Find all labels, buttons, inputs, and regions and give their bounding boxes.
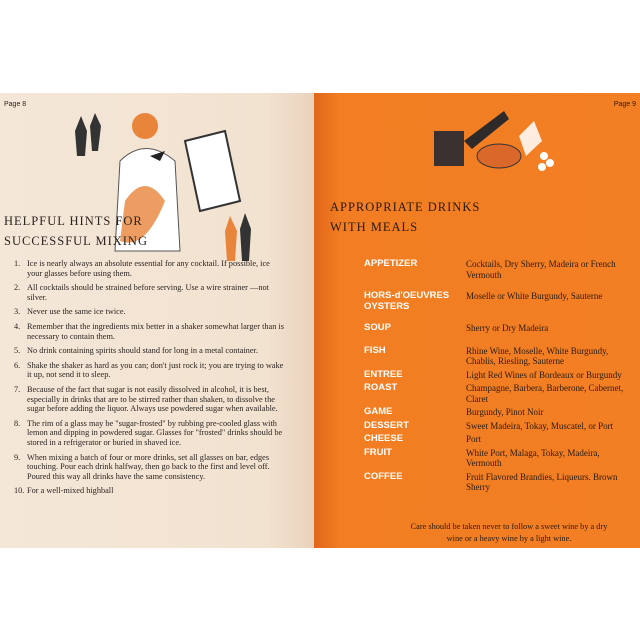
hint-item	[14, 385, 286, 414]
page-number: Page 8	[4, 101, 27, 108]
drinks-text: White Port, Malaga, Tokay, Madeira, Vermouth	[466, 447, 600, 468]
drinks-text: Port	[466, 434, 482, 444]
course-label: ROAST	[364, 382, 398, 393]
hint-number: 9.	[14, 452, 21, 462]
page-title	[330, 197, 480, 237]
drinks-text: Rhine Wine, Moselle, White Burgundy, Chablis, Riesling, Sauterne	[466, 345, 609, 366]
hint-item	[14, 322, 286, 341]
hint-item	[14, 346, 286, 356]
hint-text: All cocktails should be strained before serving. Use a wire strainer —not silver.	[27, 283, 269, 302]
hint-number: 4.	[14, 321, 21, 331]
course-label: APPETIZER	[364, 258, 418, 269]
left-page	[0, 93, 314, 548]
course-label: DESSERT	[364, 419, 409, 431]
hint-number: 5.	[14, 346, 21, 356]
hint-text: Ice is nearly always an absolute essential for any cocktail. If possible, ice your glasses before using them.	[27, 259, 270, 278]
course-label: FRUIT	[364, 446, 392, 458]
hint-number: 1.	[14, 259, 21, 268]
pairing-row	[364, 434, 634, 445]
course-label: COFFEE	[364, 470, 403, 482]
hint-text: Remember that the ingredients mix better in a shaker somewhat larger than is necessary to contain them.	[27, 321, 284, 341]
footnote: Care should be taken never to follow a sweet wine by a dry wine or a heavy wine by a light wine.	[410, 522, 608, 543]
hint-item	[14, 259, 286, 278]
course-label: FISH	[364, 344, 386, 356]
hint-text: The rim of a glass may be "sugar-frosted" by rubbing pre-cooled glass with lemon and dipping in powdered sugar. Glasses for "frosted" drinks should be stored in a refrigerator or buried in shaved ice.	[27, 418, 283, 447]
hint-text: Because of the fact that sugar is not easily dissolved in alcohol, it is best, especially in drinks that are to be stirred rather than shaken, to dissolve the sugar before adding the liquor. Always use powdered sugar when available.	[27, 384, 278, 414]
hint-number: 8.	[14, 418, 21, 428]
drinks-text: Burgundy, Pinot Noir	[466, 407, 544, 417]
drinks-text: Fruit Flavored Brandies, Liqueurs. Brown Sherry	[466, 471, 618, 492]
course-label: SOUP	[364, 322, 391, 333]
course-label: GAME	[364, 406, 393, 417]
pairing-row	[364, 383, 634, 404]
drinks-text: Light Red Wines of Bordeaux or Burgundy	[466, 369, 622, 380]
pairing-row	[364, 448, 634, 469]
pairing-row	[364, 421, 634, 432]
drinks-text: Sherry or Dry Madeira	[466, 323, 549, 333]
food-and-wine-illustration	[424, 101, 564, 181]
hint-text: No drink containing spirits should stand for long in a metal container.	[27, 346, 258, 356]
course-label: HORS-d'OEUVRES OYSTERS	[364, 290, 450, 312]
hint-number: 7.	[14, 384, 21, 394]
drinks-text: Moselle or White Burgundy, Sauterne	[466, 291, 603, 301]
drinks-text: Cocktails, Dry Sherry, Madeira or French Vermouth	[466, 259, 616, 280]
hint-number: 6.	[14, 360, 21, 370]
title-line-2: SUCCESSFUL MIXING	[4, 234, 148, 248]
title-line-1: APPROPRIATE DRINKS	[330, 200, 481, 214]
hint-item	[14, 283, 286, 302]
page-number: Page 9	[613, 101, 636, 108]
hint-text: Never use the same ice twice.	[27, 307, 126, 317]
pairing-row	[364, 370, 634, 381]
page-title	[4, 211, 148, 251]
pairings-table	[364, 259, 634, 496]
pairing-row	[364, 407, 634, 418]
title-line-2: WITH MEALS	[330, 220, 419, 234]
course-label: CHEESE	[364, 433, 404, 444]
pairing-row	[364, 291, 634, 312]
hint-number: 2.	[14, 283, 21, 293]
hint-item	[14, 419, 286, 448]
drinks-text: Champagne, Barbera, Barberone, Cabernet, Claret	[466, 383, 624, 404]
hints-list	[14, 259, 286, 501]
title-line-1: HELPFUL HINTS FOR	[4, 214, 143, 228]
hint-text: When mixing a batch of four or more drinks, set all glasses on bar, edges touching. Pour each drink halfway, then go back to the first and level off. Poured this way all drinks have the same consistency.	[27, 452, 270, 481]
pairing-row	[364, 323, 634, 334]
hint-text: For a well-mixed highball	[27, 486, 114, 496]
hint-item	[14, 453, 286, 482]
hint-number: 10.	[14, 486, 25, 496]
pairing-row	[364, 346, 634, 367]
drinks-text: Sweet Madeira, Tokay, Muscatel, or Port	[466, 420, 614, 431]
hint-item	[14, 361, 286, 380]
hint-item	[14, 486, 286, 496]
hint-text: Shake the shaker as hard as you can; don't just rock it; you are trying to wake it up, not send it to sleep.	[27, 360, 284, 380]
hint-item	[14, 307, 286, 317]
hint-number: 3.	[14, 307, 21, 317]
right-page	[314, 93, 640, 548]
pairing-row	[364, 472, 634, 493]
pairing-row	[364, 259, 634, 280]
course-label: ENTREE	[364, 368, 403, 380]
